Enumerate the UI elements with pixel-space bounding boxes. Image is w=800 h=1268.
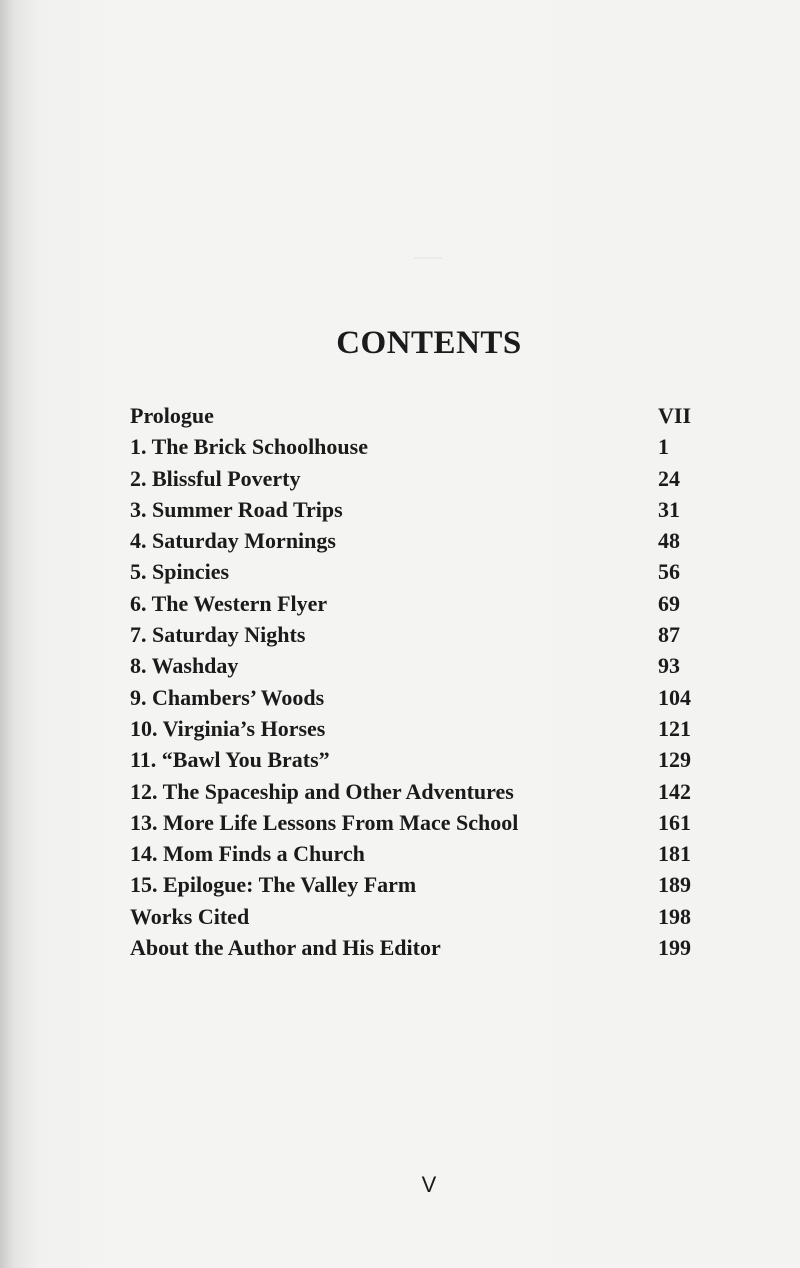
toc-entry <box>130 494 696 525</box>
toc-entry-title: About the Author and His Editor <box>130 935 441 961</box>
toc-entry-title: 2. Blissful Poverty <box>130 465 301 491</box>
toc-entry-title: Works Cited <box>130 903 250 929</box>
toc-entry-page: 121 <box>658 715 691 741</box>
bleed-through-heading <box>128 240 728 272</box>
toc-entry-title: 13. More Life Lessons From Mace School <box>130 809 519 835</box>
toc-entry-title: 4. Saturday Mornings <box>130 528 336 554</box>
toc-entry <box>130 869 696 900</box>
toc-entry-title: 12. The Spaceship and Other Adventures <box>130 778 514 804</box>
toc-entry-page: 56 <box>658 559 680 585</box>
toc-entry-title: 1. The Brick Schoolhouse <box>130 434 368 460</box>
toc-entry <box>130 463 696 494</box>
toc-entry-title: 3. Summer Road Trips <box>130 496 343 522</box>
toc-entry-title: 14. Mom Finds a Church <box>130 841 365 867</box>
toc-entry-title: 8. Washday <box>130 653 239 679</box>
toc-entry-page: 161 <box>658 809 691 835</box>
toc-entry <box>130 650 696 681</box>
toc-entry-page: 24 <box>658 465 680 491</box>
toc-entry <box>130 431 696 462</box>
toc-entry-title: 5. Spincies <box>130 559 230 585</box>
toc-entry <box>130 619 696 650</box>
toc-entry <box>130 776 696 807</box>
toc-entry-page: VII <box>658 403 692 428</box>
toc-entry <box>130 400 696 431</box>
toc-entry <box>130 744 696 775</box>
toc-entry <box>130 556 696 587</box>
toc-entry-page: 69 <box>658 590 680 616</box>
toc-entry-page: 198 <box>658 903 691 929</box>
toc-entry-title: 11. “Bawl You Brats” <box>130 747 330 773</box>
toc-entry <box>130 838 696 869</box>
toc-entry-page: 93 <box>658 653 680 679</box>
toc-entry <box>130 525 696 556</box>
toc-entry <box>130 588 696 619</box>
page-title: CONTENTS <box>336 325 522 361</box>
toc-entry-title: 9. Chambers’ Woods <box>130 684 325 710</box>
toc-entry-title: 10. Virginia’s Horses <box>130 715 326 741</box>
page-number: V <box>421 1172 437 1197</box>
toc-entry-page: 87 <box>658 622 680 648</box>
toc-entry <box>130 682 696 713</box>
toc-entry-page: 181 <box>658 841 691 867</box>
toc-entry-title: 15. Epilogue: The Valley Farm <box>130 872 417 898</box>
table-of-contents <box>130 400 696 963</box>
toc-entry-page: 104 <box>658 684 691 710</box>
toc-entry <box>130 713 696 744</box>
toc-entry-title: Prologue <box>130 403 214 428</box>
toc-entry-title: 7. Saturday Nights <box>130 622 306 648</box>
toc-entry-page: 129 <box>658 747 691 773</box>
toc-entry-page: 31 <box>658 496 680 522</box>
toc-entry-page: 142 <box>658 778 691 804</box>
toc-entry-page: 189 <box>658 872 691 898</box>
toc-entry <box>130 932 696 963</box>
toc-entry-page: 1 <box>658 434 669 460</box>
toc-entry-page: 199 <box>658 935 691 961</box>
toc-entry <box>130 901 696 932</box>
toc-entry-title: 6. The Western Flyer <box>130 590 328 616</box>
toc-entry-page: 48 <box>658 528 680 554</box>
toc-entry <box>130 807 696 838</box>
